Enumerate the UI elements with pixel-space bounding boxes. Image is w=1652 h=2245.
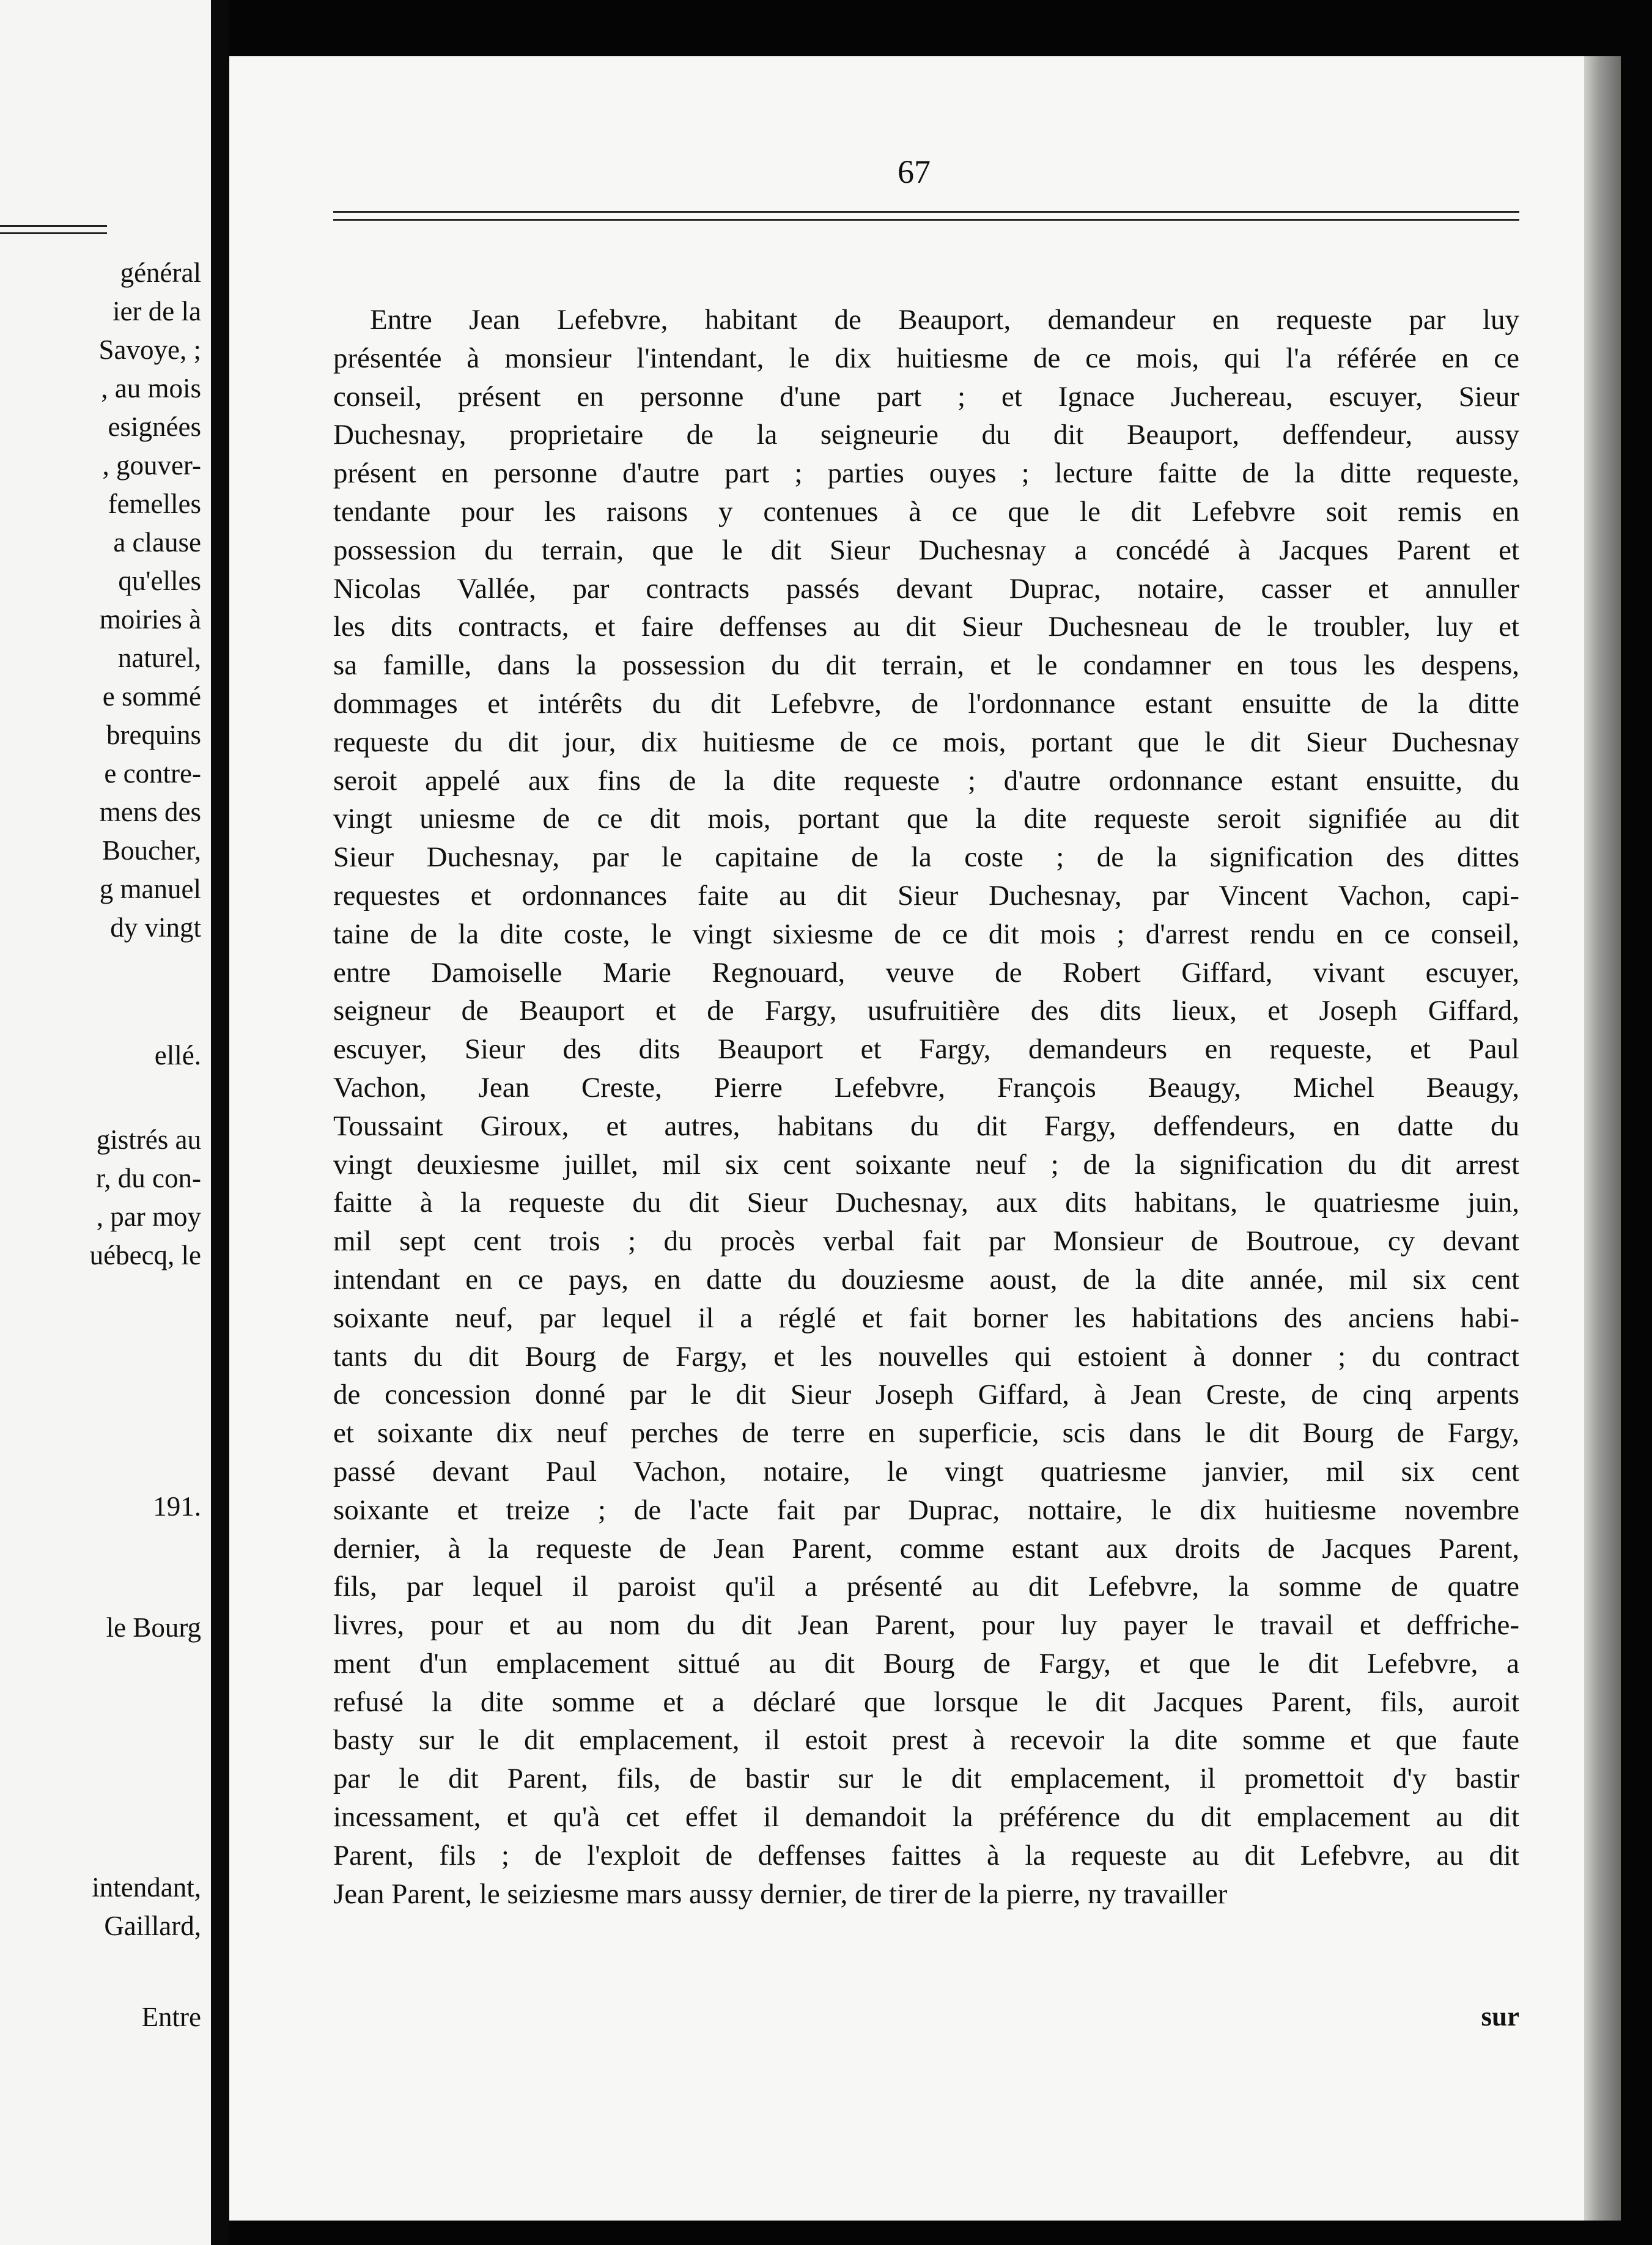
page-number: 67	[898, 153, 931, 190]
book-gutter	[211, 0, 229, 2245]
left-page-line: intendant,	[92, 1872, 201, 1903]
left-page-line: g manuel	[99, 874, 201, 904]
left-page-line: Boucher,	[102, 835, 201, 866]
text-line: faitte à la requeste du dit Sieur Duchesnay, aux dits habitans, le quatriesme juin,	[333, 1187, 1519, 1219]
text-line: seigneur de Beauport et de Fargy, usufruitière des dits lieux, et Joseph Giffard,	[333, 995, 1519, 1027]
left-page-line: e contre-	[104, 758, 201, 789]
text-line: de concession donné par le dit Sieur Joseph Giffard, à Jean Creste, de cinq arpents	[333, 1379, 1519, 1411]
left-page-line: ellé.	[154, 1040, 201, 1071]
text-line: seroit appelé aux fins de la dite requeste ; d'autre ordonnance estant ensuitte, du	[333, 764, 1519, 797]
text-line: tants du dit Bourg de Fargy, et les nouvelles qui estoient à donner ; du contract	[333, 1340, 1519, 1373]
left-page-line: femelles	[108, 488, 201, 519]
left-page-line: Entre	[141, 2002, 201, 2032]
text-line: conseil, présent en personne d'une part ; et Ignace Juchereau, escuyer, Sieur	[333, 380, 1519, 413]
text-line: Entre Jean Lefebvre, habitant de Beauport, demandeur en requeste par luy	[370, 304, 1519, 336]
header-double-rule	[333, 211, 1519, 221]
text-line: présent en personne d'autre part ; parties ouyes ; lecture faitte de la ditte requeste,	[333, 457, 1519, 490]
text-line: passé devant Paul Vachon, notaire, le vingt quatriesme janvier, mil six cent	[333, 1455, 1519, 1487]
left-page-line: dy vingt	[110, 912, 201, 943]
left-page-line: 191.	[153, 1491, 201, 1522]
text-line: Jean Parent, le seiziesme mars aussy dernier, de tirer de la pierre, ny travailler	[333, 1878, 1228, 1910]
left-top-rule	[0, 225, 107, 227]
left-page-line: , au mois	[101, 373, 201, 404]
text-line: présentée à monsieur l'intendant, le dix huitiesme de ce mois, qui l'a référée en ce	[333, 342, 1519, 374]
left-page-line: qu'elles	[118, 566, 201, 596]
left-page-line: r, du con-	[96, 1163, 201, 1193]
page-edge	[1584, 56, 1621, 2221]
text-line: sa famille, dans la possession du dit terrain, et le condamner en tous les despens,	[333, 649, 1519, 682]
left-page-fragment	[0, 0, 211, 2245]
text-line: vingt deuxiesme juillet, mil six cent soixante neuf ; de la signification du dit arrest	[333, 1148, 1519, 1181]
text-line: intendant en ce pays, en datte du douziesme aoust, de la dite année, mil six cent	[333, 1263, 1519, 1296]
text-line: escuyer, Sieur des dits Beauport et Fargy, demandeurs en requeste, et Paul	[333, 1033, 1519, 1066]
left-page-line: naturel,	[117, 643, 201, 673]
text-line: Toussaint Giroux, et autres, habitans du dit Fargy, deffendeurs, en datte du	[333, 1110, 1519, 1142]
left-page-line: moiries à	[99, 604, 201, 635]
left-page-line: e sommé	[102, 681, 201, 712]
text-line: possession du terrain, que le dit Sieur Duchesnay a concédé à Jacques Parent et	[333, 534, 1519, 566]
left-page-line: gistrés au	[96, 1124, 201, 1155]
text-line: les dits contracts, et faire deffenses au dit Sieur Duchesneau de le troubler, luy et	[333, 611, 1519, 643]
text-line: ment d'un emplacement sittué au dit Bourg de Fargy, et que le dit Lefebvre, a	[333, 1647, 1519, 1679]
text-line: tendante pour les raisons y contenues à ce que le dit Lefebvre soit remis en	[333, 495, 1519, 528]
text-line: vingt uniesme de ce dit mois, portant que la dite requeste seroit signifiée au dit	[333, 803, 1519, 835]
text-line: Vachon, Jean Creste, Pierre Lefebvre, François Beaugy, Michel Beaugy,	[333, 1071, 1519, 1104]
body-text	[333, 301, 1519, 1913]
right-page	[229, 56, 1584, 2221]
text-line: requestes et ordonnances faite au dit Sieur Duchesnay, par Vincent Vachon, capi-	[333, 879, 1519, 912]
text-line: dernier, à la requeste de Jean Parent, comme estant aux droits de Jacques Parent,	[333, 1532, 1519, 1565]
left-page-line: ier de la	[112, 296, 201, 326]
left-page-line: , gouver-	[102, 450, 201, 481]
text-line: et soixante dix neuf perches de terre en superficie, scis dans le dit Bourg de Fargy,	[333, 1417, 1519, 1450]
text-line: requeste du dit jour, dix huitiesme de ce mois, portant que le dit Sieur Duchesnay	[333, 726, 1519, 758]
text-line: Parent, fils ; de l'exploit de deffenses faittes à la requeste au dit Lefebvre, au dit	[333, 1839, 1519, 1871]
left-page-line: uébecq, le	[89, 1240, 201, 1270]
text-line: fils, par lequel il paroist qu'il a présenté au dit Lefebvre, la somme de quatre	[333, 1571, 1519, 1603]
text-line: taine de la dite coste, le vingt sixiesme de ce dit mois ; d'arrest rendu en ce conseil,	[333, 918, 1519, 950]
left-top-rule-2	[0, 232, 107, 234]
left-page-line: brequins	[106, 720, 201, 750]
text-line: basty sur le dit emplacement, il estoit prest à recevoir la dite somme et que faute	[333, 1724, 1519, 1757]
text-line: soixante et treize ; de l'acte fait par Duprac, nottaire, le dix huitiesme novembre	[333, 1494, 1519, 1526]
left-page-line: a clause	[113, 527, 201, 558]
text-line: incessament, et qu'à cet effet il demandoit la préférence du dit emplacement au dit	[333, 1801, 1519, 1834]
left-page-line: esignées	[108, 411, 201, 442]
text-line: livres, pour et au nom du dit Jean Parent, pour luy payer le travail et deffriche-	[333, 1609, 1519, 1642]
text-line: soixante neuf, par lequel il a réglé et fait borner les habitations des anciens habi-	[333, 1302, 1519, 1334]
text-line: Sieur Duchesnay, par le capitaine de la coste ; de la signification des dittes	[333, 841, 1519, 874]
text-line: dommages et intérêts du dit Lefebvre, de l'ordonnance estant ensuitte de la ditte	[333, 687, 1519, 720]
left-page-line: le Bourg	[106, 1612, 201, 1643]
text-line: mil sept cent trois ; du procès verbal fait par Monsieur de Boutroue, cy devant	[333, 1225, 1519, 1258]
left-page-line: Savoye, ;	[98, 334, 201, 365]
left-page-line: mens des	[99, 797, 201, 827]
left-page-line: général	[120, 257, 201, 288]
text-line: entre Damoiselle Marie Regnouard, veuve de Robert Giffard, vivant escuyer,	[333, 956, 1519, 989]
text-line: Duchesnay, proprietaire de la seigneurie du dit Beauport, deffendeur, aussy	[333, 419, 1519, 451]
text-line: refusé la dite somme et a déclaré que lorsque le dit Jacques Parent, fils, auroit	[333, 1686, 1519, 1718]
left-page-line: , par moy	[96, 1201, 201, 1232]
text-line: Nicolas Vallée, par contracts passés devant Duprac, notaire, casser et annuller	[333, 572, 1519, 605]
text-line: par le dit Parent, fils, de bastir sur le dit emplacement, il promettoit d'y bastir	[333, 1763, 1519, 1795]
left-page-line: Gaillard,	[104, 1911, 201, 1941]
catchword: sur	[1481, 2001, 1519, 2032]
